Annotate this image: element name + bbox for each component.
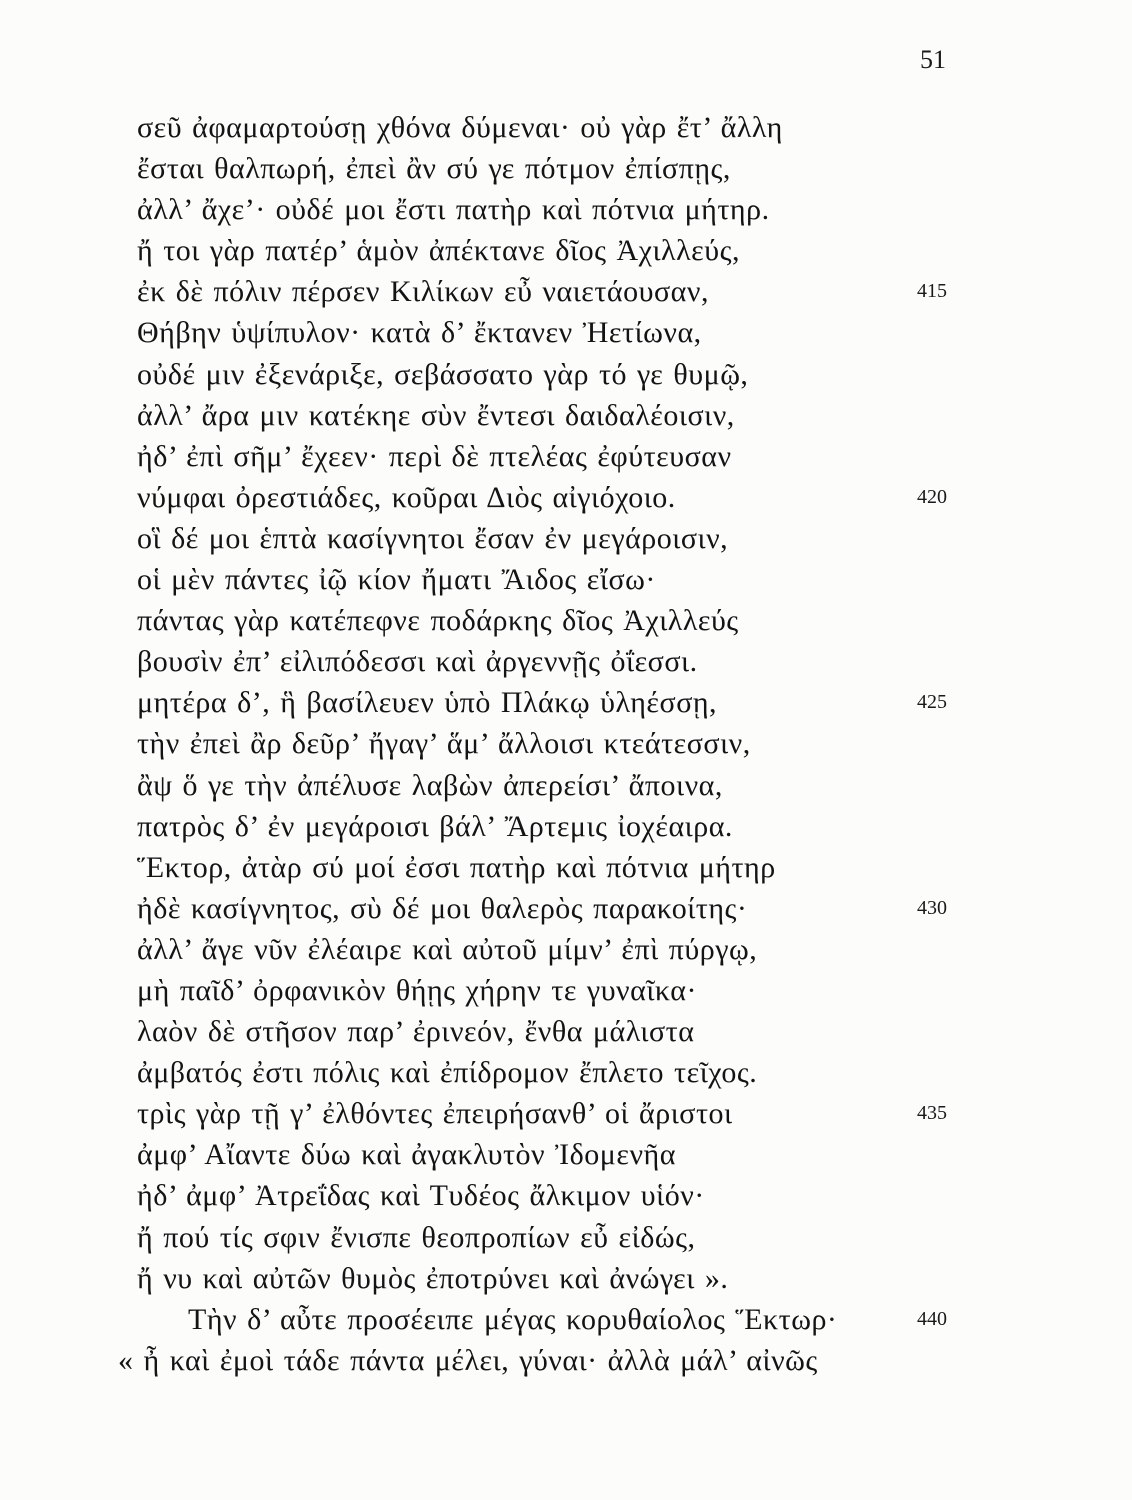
verse-line	[137, 189, 967, 230]
verse-text: Τὴν δ’ αὖτε προσέειπε μέγας κορυθαίολος Ἕκτωρ·	[188, 1302, 838, 1336]
verse-text: ἤ νυ καὶ αὐτῶν θυμὸς ἐποτρύνει καὶ ἀνώγει ».	[137, 1261, 729, 1295]
verse-text: ἠδὲ κασίγνητος, σὺ δέ μοι θαλερὸς παρακοίτης·	[137, 891, 748, 925]
verse-line	[137, 641, 967, 682]
verse-line	[137, 312, 967, 353]
verse-line	[137, 682, 967, 723]
verse-line	[137, 765, 967, 806]
verse-line	[137, 395, 967, 436]
verse-line	[137, 806, 967, 847]
verse-text: ἤ τοι γὰρ πατέρ’ ἁμὸν ἀπέκτανε δῖος Ἀχιλλεύς,	[137, 234, 740, 268]
verse-line	[137, 436, 967, 477]
verse-text: σεῦ ἀφαμαρτούσῃ χθόνα δύμεναι· οὐ γὰρ ἔτ’ ἄλλη	[137, 111, 783, 144]
page-number: 51	[920, 45, 946, 74]
verse-text: « ἦ καὶ ἐμοὶ τάδε πάντα μέλει, γύναι· ἀλλὰ μάλ’ αἰνῶς	[118, 1343, 818, 1377]
verse-line-indented	[137, 1299, 967, 1340]
verse-text: Θήβην ὑψίπυλον· κατὰ δ’ ἔκτανεν Ἠετίωνα,	[137, 316, 702, 350]
verse-text: νύμφαι ὀρεστιάδες, κοῦραι Διὸς αἰγιόχοιο.	[137, 480, 676, 514]
line-number: 430	[917, 896, 947, 919]
verse-line	[137, 970, 967, 1011]
verse-line	[137, 723, 967, 764]
verse-block	[118, 107, 967, 1381]
line-number: 415	[917, 280, 947, 303]
verse-line	[137, 107, 967, 148]
verse-line	[137, 888, 967, 929]
verse-text: ἂψ ὅ γε τὴν ἀπέλυσε λαβὼν ἀπερείσι’ ἄποινα,	[137, 768, 723, 802]
verse-text: ἤ πού τίς σφιν ἔνισπε θεοπροπίων εὖ εἰδώς,	[137, 1220, 696, 1254]
verse-text: μὴ παῖδ’ ὀρφανικὸν θήῃς χήρην τε γυναῖκα·	[137, 973, 697, 1007]
verse-text: μητέρα δ’, ἣ βασίλευεν ὑπὸ Πλάκῳ ὑληέσσῃ,	[137, 686, 718, 720]
verse-line	[137, 1258, 967, 1299]
verse-line	[137, 354, 967, 395]
line-number: 440	[917, 1307, 947, 1330]
verse-text: ἠδ’ ἐπὶ σῆμ’ ἔχεεν· περὶ δὲ πτελέας ἐφύτευσαν	[137, 439, 732, 473]
verse-line	[137, 1011, 967, 1052]
line-number: 425	[917, 691, 947, 714]
verse-line-quoted	[118, 1340, 967, 1381]
verse-text: ἠδ’ ἀμφ’ Ἀτρεΐδας καὶ Τυδέος ἄλκιμον υἱόν·	[137, 1179, 705, 1213]
verse-text: οὐδέ μιν ἐξενάριξε, σεβάσσατο γὰρ τό γε θυμῷ,	[137, 357, 749, 391]
verse-text: Ἕκτορ, ἀτὰρ σύ μοί ἐσσι πατὴρ καὶ πότνια μήτηρ	[137, 850, 776, 884]
verse-text: ἐκ δὲ πόλιν πέρσεν Κιλίκων εὖ ναιετάουσαν,	[137, 275, 709, 309]
verse-text: πατρὸς δ’ ἐν μεγάροισι βάλ’ Ἄρτεμις ἰοχέαιρα.	[137, 809, 733, 843]
verse-line	[137, 929, 967, 970]
verse-line	[137, 1175, 967, 1216]
verse-line	[137, 1134, 967, 1175]
verse-line	[137, 1217, 967, 1258]
verse-line	[137, 271, 967, 312]
verse-line	[137, 230, 967, 271]
verse-text: ἀλλ’ ἄχε’· οὐδέ μοι ἔστι πατὴρ καὶ πότνια μήτηρ.	[137, 193, 770, 227]
verse-text: λαὸν δὲ στῆσον παρ’ ἐρινεόν, ἔνθα μάλιστα	[137, 1015, 695, 1049]
verse-line	[137, 1093, 967, 1134]
verse-line	[137, 477, 967, 518]
line-number: 435	[917, 1102, 947, 1125]
verse-line	[137, 847, 967, 888]
verse-line	[137, 518, 967, 559]
verse-text: πάντας γὰρ κατέπεφνε ποδάρκης δῖος Ἀχιλλεύς	[137, 604, 739, 638]
verse-line	[137, 559, 967, 600]
verse-text: οἱ μὲν πάντες ἰῷ κίον ἤματι Ἄιδος εἴσω·	[137, 563, 656, 597]
verse-line	[137, 1052, 967, 1093]
verse-text: τρὶς γὰρ τῇ γ’ ἐλθόντες ἐπειρήσανθ’ οἱ ἄριστοι	[137, 1097, 733, 1131]
verse-text: οἳ δέ μοι ἑπτὰ κασίγνητοι ἔσαν ἐν μεγάροισιν,	[137, 521, 729, 555]
verse-line	[137, 148, 967, 189]
verse-line	[137, 600, 967, 641]
verse-text: ἀλλ’ ἄγε νῦν ἐλέαιρε καὶ αὐτοῦ μίμν’ ἐπὶ πύργῳ,	[137, 932, 758, 966]
verse-text: βουσὶν ἐπ’ εἰλιπόδεσσι καὶ ἀργεννῇς ὀΐεσσι.	[137, 645, 698, 679]
verse-text: ἀμφ’ Αἴαντε δύω καὶ ἀγακλυτὸν Ἰδομενῆα	[137, 1138, 676, 1172]
verse-text: τὴν ἐπεὶ ἂρ δεῦρ’ ἤγαγ’ ἅμ’ ἄλλοισι κτεάτεσσιν,	[137, 727, 751, 761]
verse-text: ἀμβατός ἐστι πόλις καὶ ἐπίδρομον ἔπλετο τεῖχος.	[137, 1056, 758, 1090]
verse-text: ἀλλ’ ἄρα μιν κατέκηε σὺν ἔντεσι δαιδαλέοισιν,	[137, 398, 735, 432]
verse-text: ἔσται θαλπωρή, ἐπεὶ ἂν σύ γε πότμον ἐπίσπῃς,	[137, 152, 731, 186]
line-number: 420	[917, 485, 947, 508]
